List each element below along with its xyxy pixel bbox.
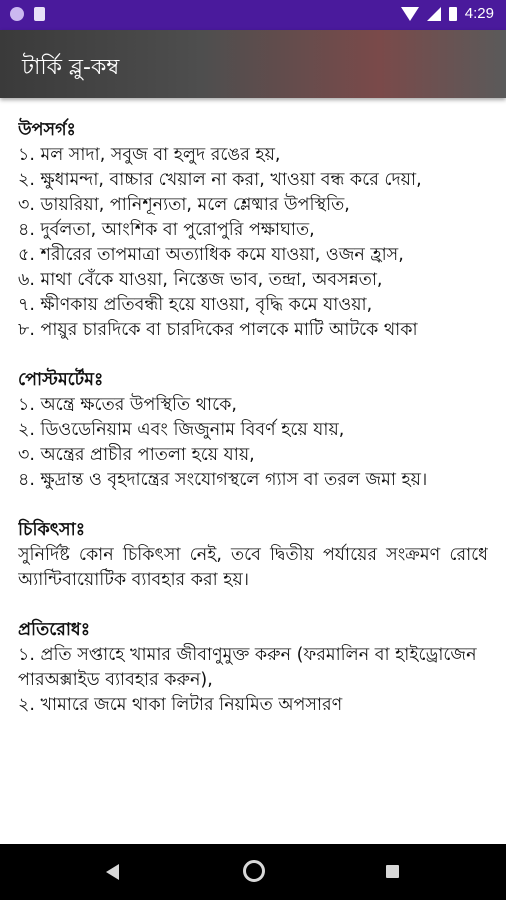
- system-icons: [401, 5, 494, 22]
- notification-icons: [10, 7, 45, 21]
- section-heading: চিকিৎসাঃ: [18, 520, 86, 540]
- paragraph: সুনির্দিষ্ট কোন চিকিৎসা নেই, তবে দ্বিতীয় পর্যায়ের সংক্রমণ রোধে অ্যান্টিবায়োটিক ব্যাবহার করা হয়।: [18, 545, 488, 590]
- recent-apps-icon[interactable]: [386, 865, 399, 878]
- app-bar: [0, 30, 506, 98]
- section-symptoms: [18, 118, 488, 343]
- list-item: ১. প্রতি সপ্তাহে খামার জীবাণুমুক্ত করুন (ফরমালিন বা হাইড্রোজেন পারঅক্সাইড ব্যাবহার করুন),: [18, 645, 477, 690]
- list-item: ৪. ক্ষুদ্রান্ত ও বৃহদান্ত্রের সংযোগস্থলে গ্যাস বা তরল জমা হয়।: [18, 470, 428, 490]
- list-item: ৪. দুর্বলতা, আংশিক বা পুরোপুরি পক্ষাঘাত,: [18, 220, 315, 240]
- list-item: ৩. অন্ত্রের প্রাচীর পাতলা হয়ে যায়,: [18, 445, 255, 465]
- section-heading: উপসর্গঃ: [18, 120, 76, 140]
- list-item: ২. ডিওডেনিয়াম এবং জিজুনাম বিবর্ণ হয়ে যায়,: [18, 420, 345, 440]
- list-item: ১. মল সাদা, সবুজ বা হলুদ রঙের হয়,: [18, 145, 281, 165]
- back-icon[interactable]: [106, 864, 119, 880]
- wifi-icon: [401, 7, 419, 21]
- section-heading: পোস্টমর্টেমঃ: [18, 370, 104, 390]
- list-item: ২. খামারে জমে থাকা লিটার নিয়মিত অপসারণ: [18, 695, 343, 715]
- list-item: ৭. ক্ষীণকায় প্রতিবন্ধী হয়ে যাওয়া, বৃদ্ধি কমে যাওয়া,: [18, 295, 373, 315]
- section-postmortem: [18, 368, 488, 493]
- list-item: ৫. শরীরের তাপমাত্রা অত্যাধিক কমে যাওয়া, ওজন হ্রাস,: [18, 245, 404, 265]
- page-title: টার্কি ব্লু-কম্ব: [22, 55, 120, 80]
- notification-dot-icon: [10, 7, 24, 21]
- status-bar: [0, 0, 506, 30]
- cell-signal-icon: [427, 7, 441, 21]
- section-prevention: [18, 618, 488, 718]
- sim-card-icon: [34, 7, 45, 21]
- status-time: 4:29: [464, 5, 494, 22]
- navigation-bar: [0, 844, 506, 900]
- article-content[interactable]: [18, 112, 488, 844]
- home-icon[interactable]: [243, 860, 265, 882]
- list-item: ৩. ডায়রিয়া, পানিশূন্যতা, মলে শ্লেষ্মার উপস্থিতি,: [18, 195, 350, 215]
- list-item: ৮. পায়ুর চারদিকে বা চারদিকের পালকে মাটি আটকে থাকা: [18, 320, 418, 340]
- battery-icon: [449, 7, 457, 21]
- list-item: ৬. মাথা বেঁকে যাওয়া, নিস্তেজ ভাব, তন্দ্রা, অবসন্নতা,: [18, 270, 383, 290]
- list-item: ২. ক্ষুধামন্দা, বাচ্চার খেয়াল না করা, খাওয়া বন্ধ করে দেয়া,: [18, 170, 422, 190]
- list-item: ১. অন্ত্রে ক্ষতের উপস্থিতি থাকে,: [18, 395, 237, 415]
- section-heading: প্রতিরোধঃ: [18, 620, 91, 640]
- section-treatment: [18, 518, 488, 593]
